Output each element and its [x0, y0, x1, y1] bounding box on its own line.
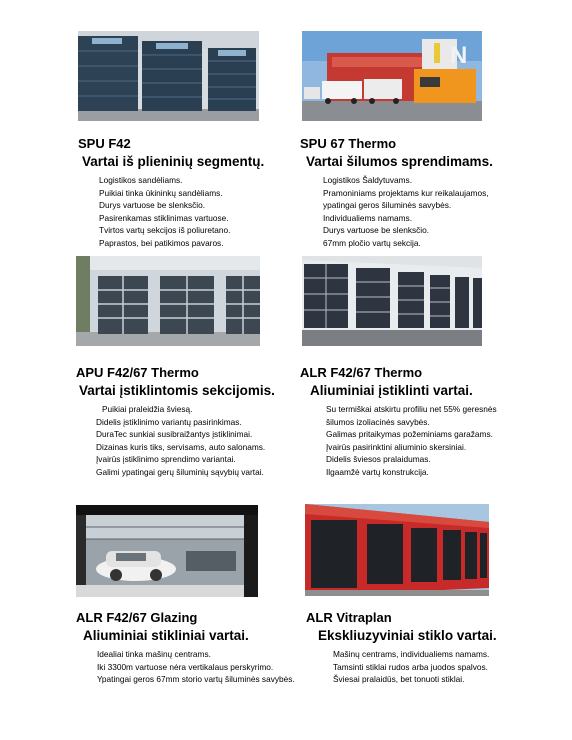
product-model: ALR F42/67 Glazing	[76, 610, 198, 625]
feature-item: Logistikos Šaldytuvams.	[323, 175, 413, 185]
product-subtitle: Aliuminiai stikliniai vartai.	[83, 628, 249, 643]
product-subtitle: Vartai įstiklintomis sekcijomis.	[79, 383, 275, 398]
feature-item: Įvairūs pasirinktini aliuminio skersiniai.	[326, 441, 467, 452]
feature-item: ypatingai geros šiluminės savybės.	[323, 200, 452, 211]
product-alr-vitraplan	[306, 610, 497, 686]
svg-text:N: N	[450, 42, 468, 69]
feature-item: Paprastos, bei patikimos pavaros.	[99, 237, 224, 248]
product-alr-f42-67-glazing	[76, 610, 295, 686]
product-model: ALR Vitraplan	[306, 610, 392, 625]
feature-item: Didelis šviesos pralaidumas.	[326, 454, 431, 465]
feature-item: DuraTec sunkiai susibraižantys įstiklinimai.	[96, 429, 253, 440]
product-apu-f42-67-thermo	[76, 365, 275, 479]
feature-item: Pasirenkamas stiklinimas vartuose.	[99, 212, 229, 223]
feature-item: Durys vartuose be slenksčio.	[99, 200, 206, 211]
product-subtitle: Aliuminiai įstiklinti vartai.	[310, 383, 473, 398]
apu-f42-67-thermo-photo	[76, 256, 260, 346]
feature-item: Didelis įstiklinimo variantų pasirinkimas.	[96, 416, 242, 427]
feature-item: Galimas pritaikymas požeminiams garažams.	[326, 429, 493, 440]
feature-item: Durys vartuose be slenksčio.	[323, 225, 430, 236]
spu-67-thermo-photo	[302, 31, 482, 121]
product-alr-f42-67-thermo	[300, 365, 497, 479]
feature-item: Tamsinti stiklai rudos arba juodos spalvos.	[333, 661, 488, 672]
feature-item: Mašinų centrams, individualiems namams.	[333, 649, 490, 659]
feature-item: Įvairūs įstiklinimo sprendimo variantai.	[96, 454, 236, 465]
feature-item: Šviesai pralaidūs, bet tonuoti stiklai.	[333, 674, 465, 685]
product-subtitle: Ekskliuzyviniai stiklo vartai.	[318, 628, 497, 643]
product-spu-f42	[78, 136, 264, 250]
feature-item: Ilgaamžė vartų konstrukcija.	[326, 466, 429, 477]
feature-item: Iki 3300m vartuose nėra vertikalaus perskyrimo.	[97, 661, 274, 672]
feature-item: Puikiai tinka ūkininkų sandėliams.	[99, 187, 223, 198]
feature-item: Dizainas kuris tiks, servisams, auto salonams.	[96, 441, 266, 452]
feature-item: Idealiai tinka mašinų centrams.	[97, 649, 211, 659]
alr-f42-67-thermo-photo	[302, 256, 482, 346]
alr-vitraplan-photo	[305, 504, 489, 596]
feature-list	[97, 648, 295, 686]
product-model: ALR F42/67 Thermo	[300, 365, 423, 380]
feature-list	[326, 403, 497, 479]
feature-item: Individualiems namams.	[323, 212, 412, 223]
product-subtitle: Vartai šilumos sprendimams.	[306, 154, 493, 169]
feature-list	[323, 174, 493, 250]
feature-item: Puikiai praleidžia šviesą.	[102, 404, 193, 414]
product-subtitle: Vartai iš plieninių segmentų.	[82, 154, 265, 169]
spu-f42-photo	[78, 31, 259, 121]
feature-list	[333, 648, 497, 686]
feature-item: Logistikos sandėliams.	[99, 175, 183, 185]
feature-item: Ypatingai geros 67mm storio vartų šiluminės savybės.	[97, 674, 295, 685]
feature-list	[99, 174, 264, 250]
alr-f42-67-glazing-photo	[76, 505, 258, 597]
product-spu-67-thermo	[300, 136, 493, 250]
feature-item: 67mm pločio vartų sekcija.	[323, 237, 421, 248]
feature-item: Su termiškai atskirtu profiliu net 55% geresnės	[326, 404, 497, 414]
feature-item: Pramoniniams projektams kur reikalaujamos,	[323, 187, 489, 198]
product-model: SPU 67 Thermo	[300, 136, 397, 151]
feature-item: Tvirtos vartų sekcijos iš poliuretano.	[99, 225, 231, 236]
product-model: SPU F42	[78, 136, 131, 151]
product-model: APU F42/67 Thermo	[76, 365, 199, 380]
feature-item: šilumos izoliacinės savybės.	[326, 416, 430, 427]
feature-item: Galimi ypatingai gerų šiluminių sąvybių vartai.	[96, 466, 264, 477]
feature-list	[96, 403, 275, 479]
